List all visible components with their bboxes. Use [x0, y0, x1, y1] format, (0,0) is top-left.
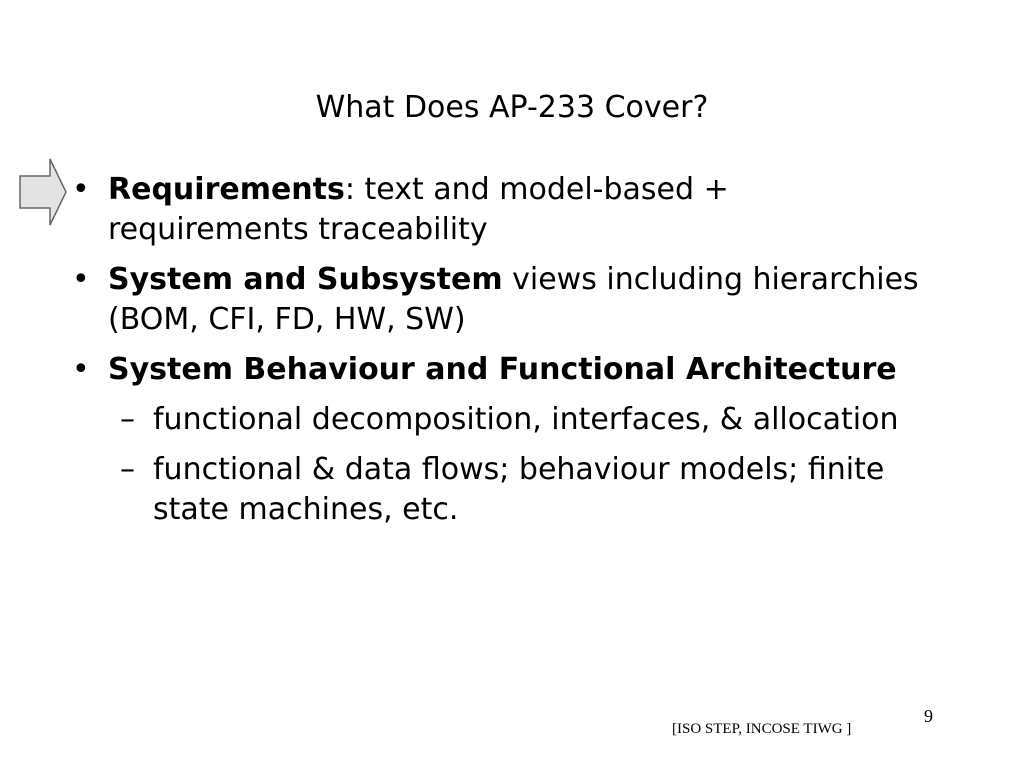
bullet-dot: • [72, 352, 90, 387]
slide-title: What Does AP-233 Cover? [315, 90, 709, 125]
bullet-dot: • [72, 172, 90, 207]
bullet-item-requirements [70, 170, 930, 250]
bullet-dot: • [72, 262, 90, 297]
page-number: 9 [924, 706, 933, 726]
sub-bullet-text: functional decomposition, interfaces, & allocation [153, 402, 899, 437]
bullet-heading: System Behaviour and Functional Architecture [108, 352, 897, 387]
bullet-text: : text and model-based + requirements traceability [108, 172, 729, 247]
sub-bullet-text: functional & data flows; behaviour models; finite state machines, etc. [153, 452, 885, 527]
right-arrow-icon [18, 157, 68, 227]
footer-source: [ISO STEP, INCOSE TIWG ] [672, 721, 852, 737]
bullet-heading: Requirements [108, 172, 345, 207]
bullet-heading: System and Subsystem [108, 262, 503, 297]
sub-bullet-item [108, 400, 930, 440]
bullet-text: views including hierarchies (BOM, CFI, FD, HW, SW) [108, 262, 919, 337]
sub-bullet-item [108, 450, 930, 530]
sub-bullet-dash: – [120, 452, 135, 487]
bullet-list [70, 170, 930, 540]
bullet-item-system-subsystem [70, 260, 930, 340]
sub-bullet-dash: – [120, 402, 135, 437]
bullet-item-system-behaviour [70, 350, 930, 530]
sub-bullet-list [108, 400, 930, 530]
